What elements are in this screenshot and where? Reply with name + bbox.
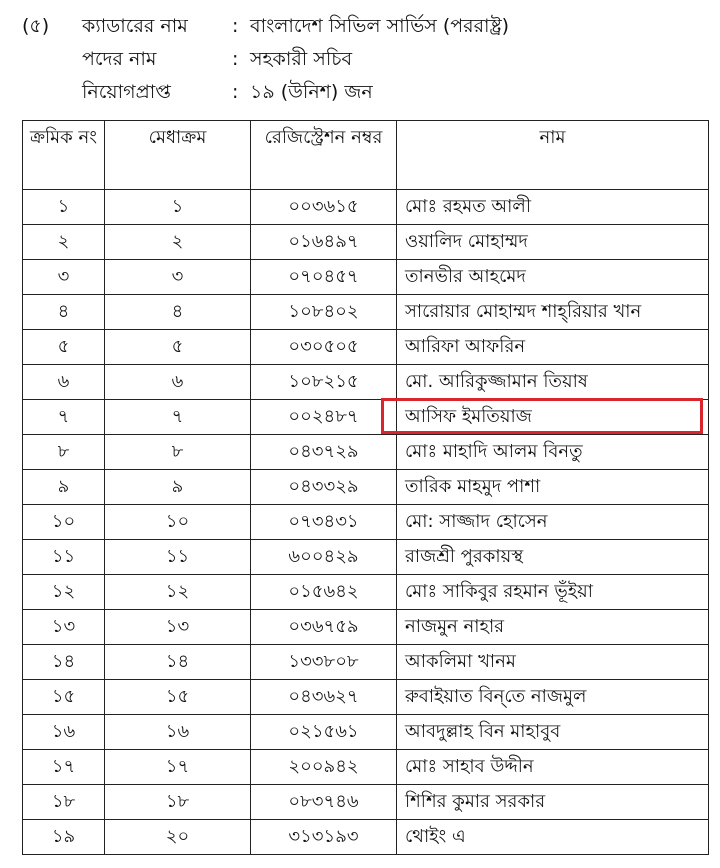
cell-registration: ৬০০৪২৯ [251, 540, 397, 575]
table-row [23, 680, 709, 715]
table-row [23, 365, 709, 400]
cell-merit: ৮ [105, 435, 251, 470]
post-label: পদের নাম [82, 48, 157, 70]
cell-serial: ৩ [23, 260, 105, 295]
cell-serial: ১০ [23, 505, 105, 540]
cell-name: রুবাইয়াত বিন্‌তে নাজমুল [397, 680, 709, 715]
cell-merit: ৪ [105, 295, 251, 330]
cell-registration: ৩১৩১৯৩ [251, 820, 397, 855]
table-row [23, 260, 709, 295]
table-row [23, 330, 709, 365]
table-row [23, 225, 709, 260]
section-number: (৫) [22, 15, 50, 37]
cell-name: আবদুল্লাহ বিন মাহাবুব [397, 715, 709, 750]
cell-name: আরিফা আফরিন [397, 330, 709, 365]
table-row [23, 785, 709, 820]
cell-merit: ১ [105, 190, 251, 225]
cell-serial: ১৯ [23, 820, 105, 855]
cell-name: মোঃ মাহাদি আলম বিনতু [397, 435, 709, 470]
header-row-recruited [22, 76, 702, 109]
cell-serial: ১৫ [23, 680, 105, 715]
cell-serial: ৫ [23, 330, 105, 365]
cell-registration: ১০৮৪০২ [251, 295, 397, 330]
cell-registration: ০৪৩৩২৯ [251, 470, 397, 505]
cell-serial: ১৩ [23, 610, 105, 645]
table-row [23, 470, 709, 505]
cell-registration: ০৩৬৭৫৯ [251, 610, 397, 645]
cell-serial: ৮ [23, 435, 105, 470]
recruited-label: নিয়োগপ্রাপ্ত [82, 81, 171, 103]
cell-name: মোঃ সাহাব উদ্দীন [397, 750, 709, 785]
column-header-merit: মেধাক্রম [105, 121, 251, 190]
cell-registration: ০৭০৪৫৭ [251, 260, 397, 295]
cell-serial: ১৪ [23, 645, 105, 680]
cell-serial: ১১ [23, 540, 105, 575]
document-header [22, 10, 702, 109]
recruited-separator: : [232, 81, 239, 103]
table-row [23, 435, 709, 470]
table-header-row [23, 121, 709, 190]
table-row [23, 190, 709, 225]
cell-merit: ১৬ [105, 715, 251, 750]
cell-serial: ৭ [23, 400, 105, 435]
cell-serial: ৬ [23, 365, 105, 400]
cell-name: মো: সাজ্জাদ হোসেন [397, 505, 709, 540]
cell-registration: ০৭৩৪৩১ [251, 505, 397, 540]
header-row-cadre [22, 10, 702, 43]
cell-registration: ০২১৫৬১ [251, 715, 397, 750]
header-row-post [22, 43, 702, 76]
cell-merit: ১৫ [105, 680, 251, 715]
table-body [23, 190, 709, 855]
cell-serial: ১৭ [23, 750, 105, 785]
table-row [23, 610, 709, 645]
cell-serial: ১২ [23, 575, 105, 610]
cell-merit: ২ [105, 225, 251, 260]
cell-merit: ১০ [105, 505, 251, 540]
cell-merit: ১৮ [105, 785, 251, 820]
cell-serial: ১ [23, 190, 105, 225]
cell-merit: ১২ [105, 575, 251, 610]
cell-name: তারিক মাহমুদ পাশা [397, 470, 709, 505]
cell-name: থোইং এ [397, 820, 709, 855]
cell-name: সারোয়ার মোহাম্মদ শাহ্‌রিয়ার খান [397, 295, 709, 330]
table-row [23, 750, 709, 785]
table-row [23, 820, 709, 855]
cell-serial: ২ [23, 225, 105, 260]
cell-registration: ১৩৩৮০৮ [251, 645, 397, 680]
cell-merit: ৭ [105, 400, 251, 435]
cadre-separator: : [232, 15, 239, 37]
cell-merit: ৩ [105, 260, 251, 295]
table-row [23, 715, 709, 750]
cell-merit: ২০ [105, 820, 251, 855]
cell-serial: ১৮ [23, 785, 105, 820]
cell-name: ওয়ালিদ মোহাম্মদ [397, 225, 709, 260]
cell-registration: ০৩০৫০৫ [251, 330, 397, 365]
cell-merit: ১৩ [105, 610, 251, 645]
cell-serial: ১৬ [23, 715, 105, 750]
cell-registration: ০০৩৬১৫ [251, 190, 397, 225]
cadre-label: ক্যাডারের নাম [82, 15, 188, 37]
cell-merit: ১১ [105, 540, 251, 575]
cell-registration: ১০৮২১৫ [251, 365, 397, 400]
table-row [23, 645, 709, 680]
cell-serial: ৯ [23, 470, 105, 505]
recruited-value: ১৯ (উনিশ) জন [250, 81, 373, 103]
cell-name: মোঃ রহমত আলী [397, 190, 709, 225]
cell-merit: ১৭ [105, 750, 251, 785]
cell-name: আসিফ ইমতিয়াজ [397, 400, 709, 435]
cell-name: রাজশ্রী পুরকায়স্থ [397, 540, 709, 575]
cell-registration: ২০০৯৪২ [251, 750, 397, 785]
column-header-name: নাম [397, 121, 709, 190]
table-row [23, 295, 709, 330]
cell-name: মো. আরিকুজ্জামান তিয়াষ [397, 365, 709, 400]
table-row [23, 575, 709, 610]
cell-registration: ০৪৩৭২৯ [251, 435, 397, 470]
cell-serial: ৪ [23, 295, 105, 330]
cell-name: শিশির কুমার সরকার [397, 785, 709, 820]
cell-merit: ১৪ [105, 645, 251, 680]
cell-registration: ০১৬৪৯৭ [251, 225, 397, 260]
cell-registration: ০০২৪৮৭ [251, 400, 397, 435]
cell-registration: ০১৫৬৪২ [251, 575, 397, 610]
cell-name: আকলিমা খানম [397, 645, 709, 680]
column-header-serial: ক্রমিক নং [23, 121, 105, 190]
column-header-registration: রেজিস্ট্রেশন নম্বর [251, 121, 397, 190]
post-value: সহকারী সচিব [250, 48, 353, 70]
table-row [23, 540, 709, 575]
cell-registration: ০৪৩৬২৭ [251, 680, 397, 715]
officer-table [22, 120, 709, 855]
table-row [23, 400, 709, 435]
cell-merit: ৯ [105, 470, 251, 505]
cell-name: তানভীর আহমেদ [397, 260, 709, 295]
table-row [23, 505, 709, 540]
cell-name: নাজমুন নাহার [397, 610, 709, 645]
post-separator: : [232, 48, 239, 70]
cell-merit: ৬ [105, 365, 251, 400]
cadre-value: বাংলাদেশ সিভিল সার্ভিস (পররাষ্ট্র) [250, 15, 510, 37]
cell-name: মোঃ সাকিবুর রহমান ভূঁইয়া [397, 575, 709, 610]
cell-merit: ৫ [105, 330, 251, 365]
cell-registration: ০৮৩৭৪৬ [251, 785, 397, 820]
